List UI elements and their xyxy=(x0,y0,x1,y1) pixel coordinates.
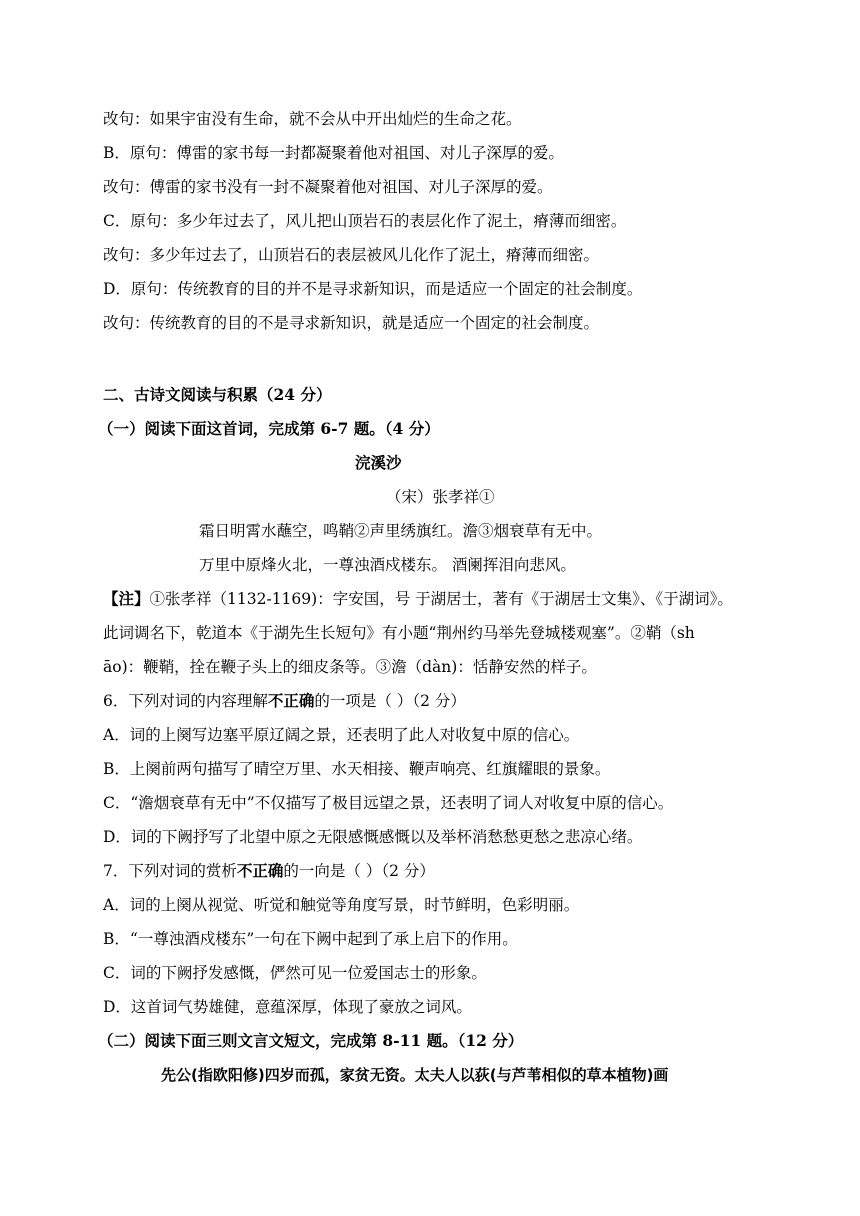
subsection-heading: （一）阅读下面这首词，完成第 6-7 题。（4 分） xyxy=(98,419,440,438)
option-c: C．词的下阙抒发感慨，俨然可见一位爱国志士的形象。 xyxy=(103,964,487,982)
emphasis-text: 不正确 xyxy=(236,861,284,880)
text-line: B．原句：傅雷的家书每一封都凝聚着他对祖国、对儿子深厚的爱。 xyxy=(103,144,564,162)
text-line: D．原句：传统教育的目的并不是寻求新知识，而是适应一个固定的社会制度。 xyxy=(103,280,643,298)
note-line: āo)：鞭鞘，拴在鞭子头上的细皮条等。③澹（dàn)：恬静安然的样子。 xyxy=(103,658,597,676)
passage-text: 先公(指欧阳修)四岁而孤，家贫无资。太夫人以荻(与芦苇相似的草本植物)画 xyxy=(161,1066,669,1084)
option-a: A．词的上阕写边塞平原辽阔之景，还表明了此人对收复中原的信心。 xyxy=(103,726,580,744)
question-text: 的一向是（ ）（2 分） xyxy=(283,862,435,880)
section-heading: 二、古诗文阅读与积累（24 分） xyxy=(103,385,332,404)
option-b: B．“一尊浊酒戍楼东”一句在下阙中起到了承上启下的作用。 xyxy=(103,930,518,948)
question-text: 7．下列对词的赏析 xyxy=(103,862,237,880)
option-a: A．词的上阕从视觉、听觉和触觉等角度写景，时节鲜明，色彩明丽。 xyxy=(103,896,580,914)
text-line: C．原句：多少年过去了，风儿把山顶岩石的表层化作了泥土，瘠薄而细密。 xyxy=(103,212,627,230)
question-stem xyxy=(103,691,466,711)
note-text: ①张孝祥（1132-1169)：字安国，号 于湖居士，著有《于湖居士文集》、《于湖词》。 xyxy=(149,590,733,608)
text-line: 改句：传统教育的目的不是寻求新知识，就是适应一个固定的社会制度。 xyxy=(103,314,600,332)
option-d: D．词的下阙抒写了北望中原之无限感慨感慨以及举杯消愁愁更愁之悲凉心绪。 xyxy=(103,828,643,846)
note-line: 此词调名下，乾道本《于湖先生长短句》有小题“荆州约马举先登城楼观塞”。②鞘（sh xyxy=(103,624,695,642)
option-d: D．这首词气势雄健，意蕴深厚，体现了豪放之词风。 xyxy=(103,998,472,1016)
question-stem xyxy=(103,861,435,881)
option-b: B．上阕前两句描写了晴空万里、水天相接、鞭声响亮、红旗耀眼的景象。 xyxy=(103,760,611,778)
option-c: C．“澹烟衰草有无中”不仅描写了极目远望之景，还表明了词人对收复中原的信心。 xyxy=(103,794,674,812)
poem-title: 浣溪沙 xyxy=(355,453,402,472)
text-line: 改句：多少年过去了，山顶岩石的表层被风儿化作了泥土，瘠薄而细密。 xyxy=(103,246,600,264)
question-text: 6．下列对词的内容理解 xyxy=(103,692,268,710)
emphasis-text: 不正确 xyxy=(267,691,315,710)
subsection-heading: （二）阅读下面三则文言文短文，完成第 8-11 题。（12 分） xyxy=(98,1031,524,1050)
text-line: 改句：傅雷的家书没有一封不凝聚着他对祖国、对儿子深厚的爱。 xyxy=(103,178,553,196)
poem-author: （宋）张孝祥① xyxy=(386,488,495,506)
text-line: 改句：如果宇宙没有生命，就不会从中开出灿烂的生命之花。 xyxy=(103,110,522,128)
note-line xyxy=(103,589,733,609)
question-text: 的一项是（ ）（2 分） xyxy=(314,692,466,710)
poem-line: 霜日明霄水蘸空，鸣鞘②声里绣旗红。澹③烟衰草有无中。 xyxy=(199,522,603,540)
poem-line: 万里中原烽火北，一尊浊酒戍楼东。 酒阑挥泪向悲风。 xyxy=(199,556,576,574)
note-label: 【注】 xyxy=(103,589,150,608)
